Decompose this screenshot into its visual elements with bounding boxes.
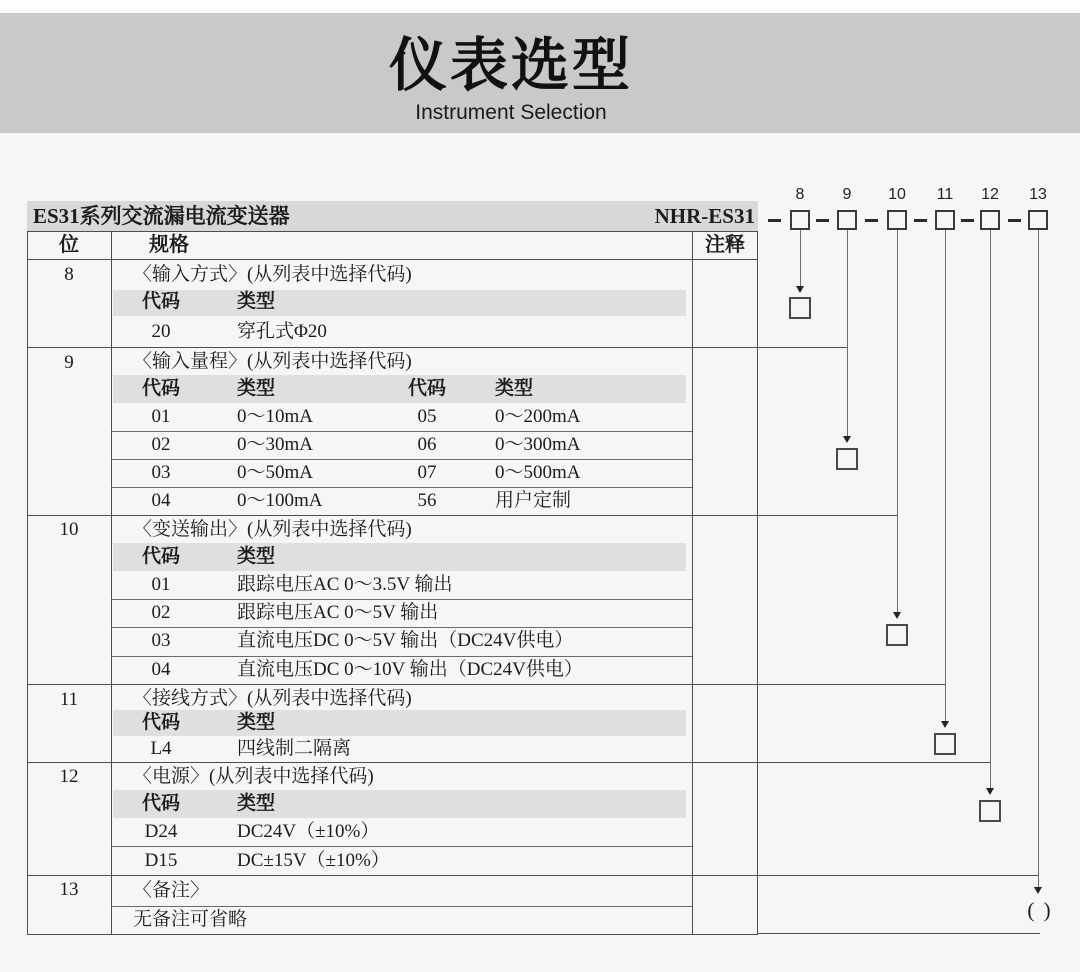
label-code: 代码 <box>141 378 180 399</box>
arrowhead-9 <box>843 436 851 443</box>
entry-code: 04 <box>151 490 171 511</box>
col-divider-note <box>692 231 693 935</box>
entry-type: DC±15V（±10%） <box>237 850 390 871</box>
position-12: 12 <box>59 766 79 787</box>
position-11: 11 <box>59 689 79 710</box>
row8-entry <box>111 318 692 346</box>
row9-entry <box>111 431 692 459</box>
entry-code: 03 <box>151 630 171 651</box>
entry-type: 穿孔式Φ20 <box>237 321 327 342</box>
drop-line-8 <box>800 230 801 287</box>
entry-code: 04 <box>151 659 171 680</box>
entry-type: 直流电压DC 0～5V 输出（DC24V供电） <box>237 630 574 651</box>
entry-code: D24 <box>144 821 178 842</box>
label-code: 代码 <box>407 378 446 399</box>
row11-desc: 〈接线方式〉(从列表中选择代码) <box>133 688 412 709</box>
digit-label-11: 11 <box>936 186 954 203</box>
row10-entry <box>111 656 692 684</box>
row-border-10-11 <box>27 684 945 685</box>
target-box-8 <box>789 297 811 319</box>
row10-desc: 〈变送输出〉(从列表中选择代码) <box>133 519 412 540</box>
entry-code: 02 <box>151 434 171 455</box>
dash-separator <box>865 219 878 222</box>
page-title: 仪表选型 <box>388 33 633 98</box>
entry-type: DC24V（±10%） <box>237 821 380 842</box>
series-title: ES31系列交流漏电流变送器 <box>33 204 290 228</box>
row12-subheader <box>111 790 692 818</box>
entry-type: 0～10mA <box>237 406 314 427</box>
position-9: 9 <box>64 352 74 373</box>
position-13: 13 <box>59 879 79 900</box>
drop-line-12 <box>990 230 991 789</box>
row8-subheader <box>111 289 692 317</box>
target-box-10 <box>886 624 908 646</box>
dash-separator <box>914 219 927 222</box>
entry-code: D15 <box>144 850 178 871</box>
label-type: 类型 <box>237 546 276 567</box>
arrowhead-10 <box>893 612 901 619</box>
arrowhead-12 <box>986 788 994 795</box>
label-code: 代码 <box>141 291 180 312</box>
digit-label-12: 12 <box>981 186 999 203</box>
page-subtitle: Instrument Selection <box>415 101 607 124</box>
entry-type: 0～300mA <box>495 434 581 455</box>
bottom-border-extension <box>757 933 1040 934</box>
header-note: 注释 <box>705 234 745 256</box>
label-type: 类型 <box>237 712 276 733</box>
row10-entry <box>111 599 692 627</box>
row11-subheader <box>111 710 692 738</box>
entry-code: 01 <box>151 574 171 595</box>
entry-type: 0～200mA <box>495 406 581 427</box>
entry-type: 0～30mA <box>237 434 314 455</box>
row13-desc: 〈备注〉 <box>133 880 210 901</box>
row10-entry <box>111 571 692 599</box>
digit-label-9: 9 <box>842 186 852 203</box>
row12-desc: 〈电源〉(从列表中选择代码) <box>133 766 374 787</box>
row11-entry <box>111 736 692 764</box>
target-box-12 <box>979 800 1001 822</box>
label-code: 代码 <box>141 793 180 814</box>
label-type: 类型 <box>237 291 276 312</box>
label-code: 代码 <box>141 712 180 733</box>
label-type: 类型 <box>237 378 276 399</box>
entry-code: 01 <box>151 406 171 427</box>
dash-separator <box>768 219 781 222</box>
row10-entry <box>111 627 692 655</box>
row10-subheader <box>111 543 692 571</box>
page-banner <box>0 13 1080 133</box>
label-type: 类型 <box>237 793 276 814</box>
entry-code: L4 <box>150 738 172 759</box>
row12-entry <box>111 818 692 846</box>
entry-code: 56 <box>417 490 437 511</box>
header-position: 位 <box>59 234 79 256</box>
position-10: 10 <box>59 519 79 540</box>
entry-code: 03 <box>151 462 171 483</box>
code-box-9 <box>837 210 857 230</box>
entry-type: 跟踪电压AC 0～3.5V 输出 <box>237 574 453 595</box>
row-border-12-13 <box>27 875 1039 876</box>
entry-type: 用户定制 <box>495 490 572 511</box>
row9-subheader <box>111 375 692 403</box>
row8-desc: 〈输入方式〉(从列表中选择代码) <box>133 264 412 285</box>
entry-code: 02 <box>151 602 171 623</box>
entry-code: 07 <box>417 462 437 483</box>
top-strip <box>0 0 1080 13</box>
drop-line-9 <box>847 230 848 437</box>
digit-label-10: 10 <box>888 186 906 203</box>
target-box-9 <box>836 448 858 470</box>
row9-entry <box>111 459 692 487</box>
code-box-13 <box>1028 210 1048 230</box>
entry-code: 06 <box>417 434 437 455</box>
entry-type: 0～500mA <box>495 462 581 483</box>
arrowhead-13 <box>1034 887 1042 894</box>
row9-entry <box>111 403 692 431</box>
digit-label-13: 13 <box>1029 186 1047 203</box>
entry-type: 跟踪电压AC 0～5V 输出 <box>237 602 439 623</box>
digit-label-8: 8 <box>795 186 805 203</box>
code-box-11 <box>935 210 955 230</box>
label-code: 代码 <box>141 546 180 567</box>
entry-type: 0～50mA <box>237 462 314 483</box>
drop-line-11 <box>945 230 946 722</box>
row9-entry <box>111 487 692 515</box>
label-type: 类型 <box>495 378 534 399</box>
entry-type: 0～100mA <box>237 490 323 511</box>
row12-entry <box>111 847 692 875</box>
series-band <box>27 201 758 232</box>
code-box-8 <box>790 210 810 230</box>
dash-separator <box>1008 219 1021 222</box>
entry-code: 20 <box>151 321 171 342</box>
entry-code: 05 <box>417 406 437 427</box>
entry-type: 直流电压DC 0～10V 输出（DC24V供电） <box>237 659 583 680</box>
code-box-12 <box>980 210 1000 230</box>
drop-line-10 <box>897 230 898 613</box>
drop-line-13 <box>1038 230 1039 888</box>
code-box-10 <box>887 210 907 230</box>
dash-separator <box>961 219 974 222</box>
header-border <box>27 259 758 260</box>
entry-type: 四线制二隔离 <box>237 738 352 759</box>
target-box-11 <box>934 733 956 755</box>
model-code: NHR-ES31 <box>654 204 755 228</box>
row13-note: 无备注可省略 <box>133 909 248 930</box>
position-8: 8 <box>64 264 74 285</box>
terminal-parentheses: ( ) <box>1027 898 1053 922</box>
arrowhead-11 <box>941 721 949 728</box>
arrowhead-8 <box>796 286 804 293</box>
header-spec: 规格 <box>149 234 189 256</box>
row9-desc: 〈输入量程〉(从列表中选择代码) <box>133 351 412 372</box>
dash-separator <box>816 219 829 222</box>
